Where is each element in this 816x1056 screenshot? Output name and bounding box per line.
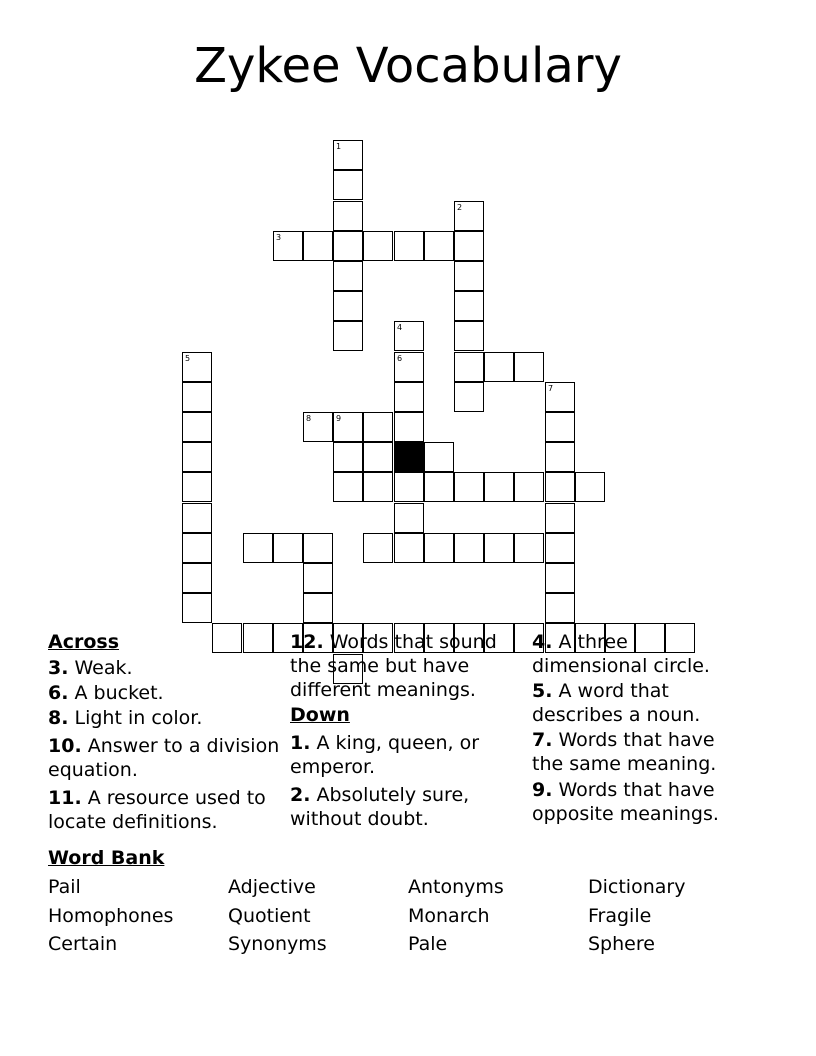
grid-cell[interactable] <box>303 412 333 442</box>
grid-cell[interactable] <box>545 503 575 533</box>
grid-cell[interactable] <box>394 382 424 412</box>
word-bank-item: Antonyms <box>408 876 504 898</box>
down-clues-column-3 <box>532 630 742 827</box>
across-clue-6: 6. A bucket. <box>48 682 164 704</box>
grid-cell[interactable] <box>303 593 333 623</box>
down-heading: Down <box>290 704 350 726</box>
grid-cell[interactable] <box>545 593 575 623</box>
grid-cell[interactable] <box>424 533 454 563</box>
cell-number: 2 <box>457 203 463 212</box>
grid-cell[interactable] <box>454 231 484 261</box>
grid-cell[interactable] <box>394 412 424 442</box>
grid-cell[interactable] <box>273 533 303 563</box>
word-bank-item: Sphere <box>588 933 655 955</box>
grid-cell[interactable] <box>454 261 484 291</box>
grid-cell[interactable] <box>363 442 393 472</box>
grid-cell[interactable] <box>303 563 333 593</box>
word-bank-item: Dictionary <box>588 876 686 898</box>
black-cell <box>394 442 424 472</box>
across-clue-11: 11. A resource used to locate definitions. <box>48 787 266 833</box>
grid-cell[interactable] <box>484 472 514 502</box>
down-clue-4: 4. A three dimensional circle. <box>532 631 710 677</box>
across-heading: Across <box>48 631 120 653</box>
grid-cell[interactable] <box>394 533 424 563</box>
grid-cell[interactable] <box>182 412 212 442</box>
grid-cell[interactable] <box>243 533 273 563</box>
grid-cell[interactable] <box>545 472 575 502</box>
word-bank-item: Monarch <box>408 904 490 927</box>
grid-cell[interactable] <box>333 170 363 200</box>
grid-cell[interactable] <box>303 533 333 563</box>
grid-cell[interactable] <box>182 352 212 382</box>
grid-cell[interactable] <box>333 442 363 472</box>
cell-number: 8 <box>306 414 312 423</box>
grid-cell[interactable] <box>182 533 212 563</box>
word-bank-heading: Word Bank <box>48 847 165 869</box>
down-clue-9: 9. Words that have opposite meanings. <box>532 779 719 825</box>
grid-cell[interactable] <box>454 472 484 502</box>
cell-number: 3 <box>276 233 282 242</box>
grid-cell[interactable] <box>454 352 484 382</box>
grid-cell[interactable] <box>363 472 393 502</box>
grid-cell[interactable] <box>182 503 212 533</box>
grid-cell[interactable] <box>394 231 424 261</box>
grid-cell[interactable] <box>545 382 575 412</box>
grid-cell[interactable] <box>575 472 605 502</box>
grid-cell[interactable] <box>182 472 212 502</box>
word-bank-item: Pale <box>408 933 448 955</box>
down-clue-5: 5. A word that describes a noun. <box>532 680 701 726</box>
clues-column-2 <box>290 630 520 832</box>
across-clue-3: 3. Weak. <box>48 657 133 679</box>
grid-cell[interactable] <box>333 231 363 261</box>
grid-cell[interactable] <box>454 321 484 351</box>
grid-cell[interactable] <box>333 201 363 231</box>
grid-cell[interactable] <box>303 231 333 261</box>
grid-cell[interactable] <box>484 352 514 382</box>
word-bank-item: Quotient <box>228 904 311 927</box>
cell-number: 9 <box>336 414 342 423</box>
word-bank-item: Synonyms <box>228 933 327 955</box>
word-bank-item: Pail <box>48 876 81 898</box>
grid-cell[interactable] <box>182 382 212 412</box>
grid-cell[interactable] <box>333 472 363 502</box>
grid-cell[interactable] <box>333 140 363 170</box>
cell-number: 7 <box>548 384 554 393</box>
word-bank-item: Homophones <box>48 904 174 927</box>
grid-cell[interactable] <box>454 533 484 563</box>
grid-cell[interactable] <box>545 442 575 472</box>
grid-cell[interactable] <box>182 442 212 472</box>
grid-cell[interactable] <box>333 261 363 291</box>
grid-cell[interactable] <box>545 563 575 593</box>
down-clue-2: 2. Absolutely sure, without doubt. <box>290 784 470 830</box>
page-title: Zykee Vocabulary <box>194 38 622 94</box>
grid-cell[interactable] <box>333 412 363 442</box>
word-bank-item: Adjective <box>228 876 316 898</box>
grid-cell[interactable] <box>394 321 424 351</box>
grid-cell[interactable] <box>545 533 575 563</box>
down-clue-1: 1. A king, queen, or emperor. <box>290 732 480 778</box>
across-clues-column-1 <box>48 630 283 835</box>
grid-cell[interactable] <box>514 352 544 382</box>
across-clue-12: 12. Words that sound the same but have different meanings. <box>290 631 497 701</box>
grid-cell[interactable] <box>182 593 212 623</box>
grid-cell[interactable] <box>454 382 484 412</box>
grid-cell[interactable] <box>363 412 393 442</box>
cell-number: 1 <box>336 142 342 151</box>
grid-cell[interactable] <box>424 472 454 502</box>
down-clue-7: 7. Words that have the same meaning. <box>532 729 717 775</box>
grid-cell[interactable] <box>514 533 544 563</box>
grid-cell[interactable] <box>454 201 484 231</box>
across-clue-10: 10. Answer to a division equation. <box>48 735 280 781</box>
grid-cell[interactable] <box>333 321 363 351</box>
grid-cell[interactable] <box>454 291 484 321</box>
cell-number: 5 <box>185 354 191 363</box>
grid-cell[interactable] <box>514 472 544 502</box>
grid-cell[interactable] <box>363 231 393 261</box>
cell-number: 4 <box>397 323 403 332</box>
grid-cell[interactable] <box>484 533 514 563</box>
grid-cell[interactable] <box>424 231 454 261</box>
grid-cell[interactable] <box>545 412 575 442</box>
grid-cell[interactable] <box>394 352 424 382</box>
cell-number: 6 <box>397 354 403 363</box>
grid-cell[interactable] <box>182 563 212 593</box>
grid-cell[interactable] <box>273 231 303 261</box>
word-bank <box>48 873 768 959</box>
word-bank-item: Fragile <box>588 904 652 927</box>
grid-cell[interactable] <box>424 442 454 472</box>
across-clue-8: 8. Light in color. <box>48 707 203 729</box>
grid-cell[interactable] <box>394 503 424 533</box>
word-bank-item: Certain <box>48 933 118 955</box>
grid-cell[interactable] <box>394 472 424 502</box>
grid-cell[interactable] <box>363 533 393 563</box>
grid-cell[interactable] <box>333 291 363 321</box>
